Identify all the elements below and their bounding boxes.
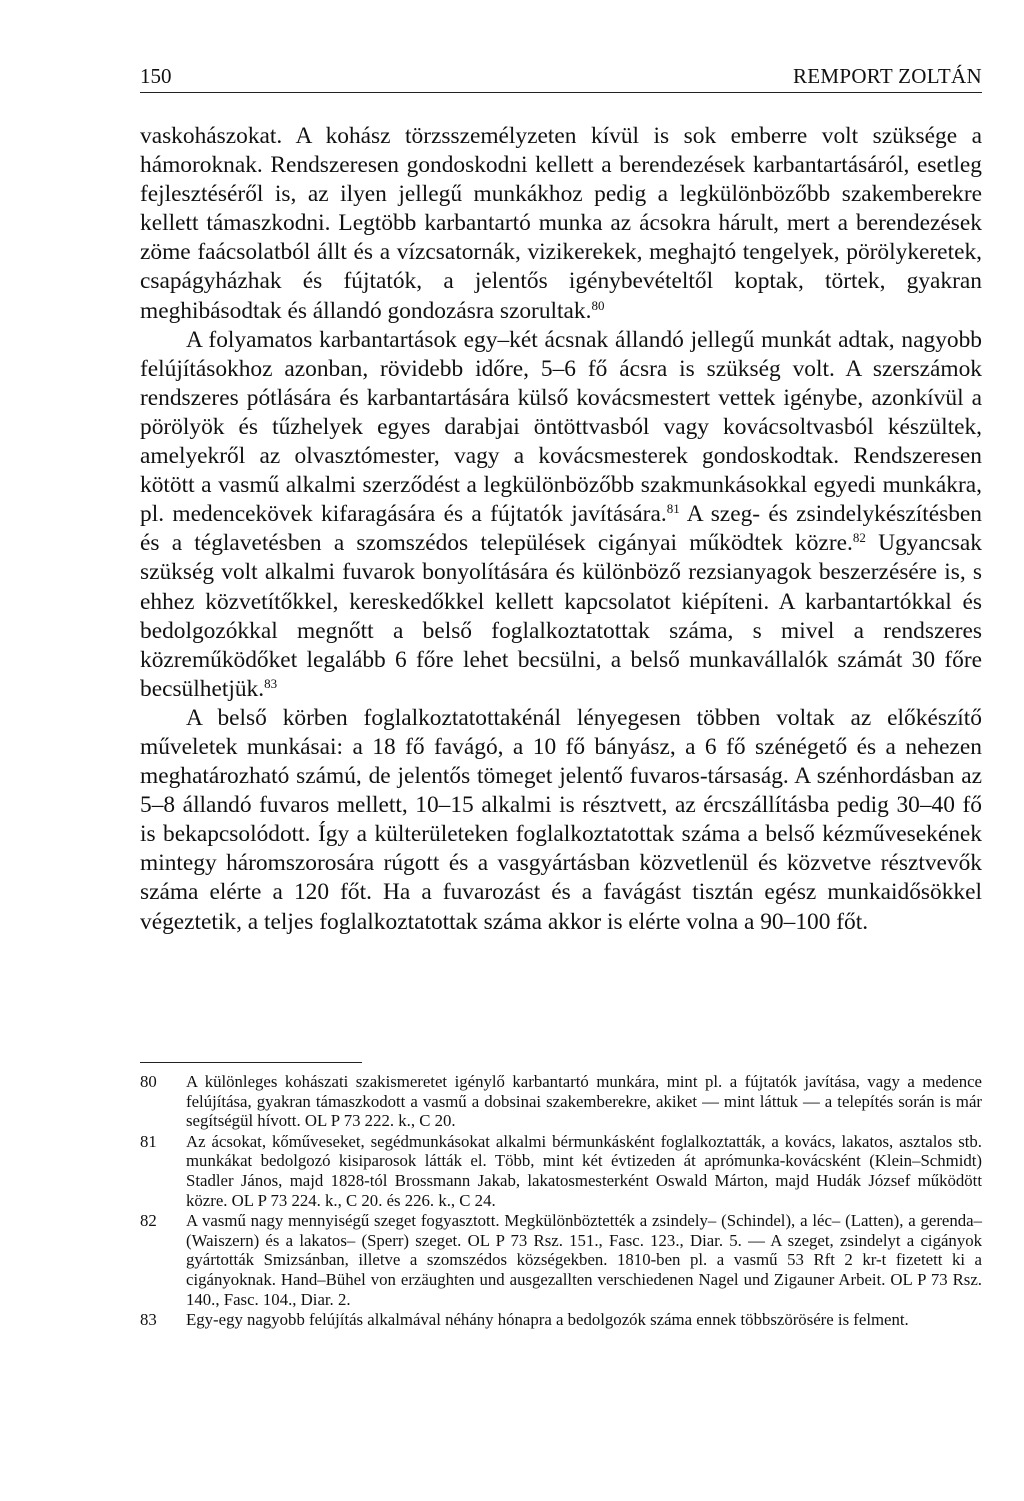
paragraph-2 [140,326,982,704]
body-text [140,122,982,937]
footnote-83 [140,1310,982,1330]
footnote-81 [140,1132,982,1210]
paragraph-1 [140,122,982,326]
footnote-ref-80[interactable]: 80 [591,297,605,313]
paragraph-2-text-a: A folyamatos karbantartások egy–két ácsnak állandó jellegű munkát adtak, nagyobb felújításokhoz azonban, rövidebb időre, 5–6 fő ácsra is szükség volt. A szerszámok rendszeres pótlására és karbantartására külső kovácsmestert vettek igénybe, azonkívül a pörölyök és tűzhelyek egyes darabjai öntöttvasból vagy kovácsoltvasból készültek, amelyekről az olvasztómester, vagy a kovácsmesterek gondoskodtak. Rendszeresen kötött a vasmű alkalmi szerződést a legkülönbözőbb szakmunkásokkal egyedi munkákra, pl. medencekövek kifaragására és a fújtatók javítására. [140,326,982,528]
footnote-text: Egy-egy nagyobb felújítás alkalmával néhány hónapra a bedolgozók száma ennek többszörösére is felment. [186,1310,909,1330]
footnote-number: 82 [140,1211,157,1231]
paragraph-3-text: A belső körben foglalkoztatottakénál lényegesen többen voltak az előkészítő műveletek munkásai: a 18 fő favágó, a 10 fő bányász, a 6 fő szénégető és a nehezen meghatározható számú, de jelentős tömeget jelentő fuvaros-társaság. A szénhordásban az 5–8 állandó fuvaros mellett, 10–15 alkalmi is résztvett, az ércszállításba pedig 30–40 fő is bekapcsolódott. Így a külterületeken foglalkoztatottak száma a belső kézművesekének mintegy háromszorosára rúgott és a vasgyártásban közvetlenül és közvetve résztvevők száma elérte a 120 főt. Ha a fuvarozást és a favágást tisztán egész munkaidősökkel végeztetik, a teljes foglalkoztatottak száma akkor is elérte volna a 90–100 főt. [140,704,982,935]
footnote-number: 81 [140,1131,157,1151]
footnote-ref-81[interactable]: 81 [666,501,680,517]
footnote-text: A vasmű nagy mennyiségű szeget fogyasztott. Megkülönböztették a zsindely– (Schindel), a léc– (Latten), a gerenda– (Waiszern) és a lakatos– (Sperr) szeget. OL P 73 Rsz. 151., Fasc. 123., Diar. 5. — A szeget, zsindelyt a cigányok gyártották Smizsánban, illetve a szomszédos községekben. 1810-ben pl. a vasmű 53 Rft 2 kr-t fizetett ki a cigányoknak. Hand–Bühel von erzäughten und ausgezallten verschiedenen Nagel und Zigauner Arbeit. OL P 73 Rsz. 140., Fasc. 104., Diar. 2. [186,1211,982,1309]
footnote-text: Az ácsokat, kőműveseket, segédmunkásokat alkalmi bérmunkásként foglalkoztatták, a kovács, lakatos, asztalos stb. munkákat bedolgozó kisiparosok látták el. Több, mint két évtizeden át aprómunka-kovácsként (Klein–Schmidt) Stadler János, majd 1828-tól Brossmann Jakab, lakatosmesterként Oswald Márton, majd Hudák József működött közre. OL P 73 224. k., C 20. és 226. k., C 24. [186,1131,982,1210]
footnotes [140,1072,982,1331]
paragraph-2-text-c: Ugyancsak szükség volt alkalmi fuvarok bonyolítására és különböző rezsianyagok beszerzésére is, s ehhez közvetítőkkel, kereskedőkkel kellett kapcsolatot kiépíteni. A karbantartókkal és bedolgozókkal megnőtt a belső foglalkoztatottak száma, s mivel a rendszeres közreműködőket legalább 6 főre lehet becsülni, a belső munkavállalók számát 30 főre becsülhetjük. [140,530,982,702]
footnote-82 [140,1211,982,1309]
paragraph-2-text-b: A szeg- és zsindelykészítésben és a téglavetésben a szomszédos települések cigányai működtek közre. [140,501,982,557]
footnote-divider [140,1062,362,1063]
page-number: 150 [140,64,172,88]
footnote-text: A különleges kohászati szakismeretet igénylő karbantartó munkára, mint pl. a fújtatók javítása, vagy a medence felújítása, gyakran támaszkodott a vasmű a dobsinai szakemberekre, akiket — mint láttuk — a telepítés során is már segítségül hívott. OL P 73 222. k., C 20. [186,1072,982,1131]
footnote-number: 83 [140,1310,157,1330]
paragraph-3 [140,704,982,937]
paragraph-1-text: vaskohászokat. A kohász törzsszemélyzeten kívül is sok emberre volt szüksége a hámoroknak. Rendszeresen gondoskodni kellett a berendezések karbantartásáról, esetleg fejlesztéséről is, az ilyen jellegű munkákhoz pedig a legkülönbözőbb szakemberekre kellett támaszkodni. Legtöbb karbantartó munka az ácsokra hárult, mert a berendezések zöme faácsolatból állt és a vízcsatornák, vizikerekek, meghajtó tengelyek, pörölykeretek, csapágyházhak és fújtatók, a jelentős igénybevételtől koptak, törtek, gyakran meghibásodtak és állandó gondozásra szorultak. [140,123,982,324]
footnote-ref-82[interactable]: 82 [852,530,866,546]
footnote-number: 80 [140,1072,157,1091]
running-head-author: REMPORT ZOLTÁN [792,64,982,88]
footnote-ref-83[interactable]: 83 [264,675,278,691]
running-header [140,64,982,93]
footnote-80 [140,1072,982,1131]
